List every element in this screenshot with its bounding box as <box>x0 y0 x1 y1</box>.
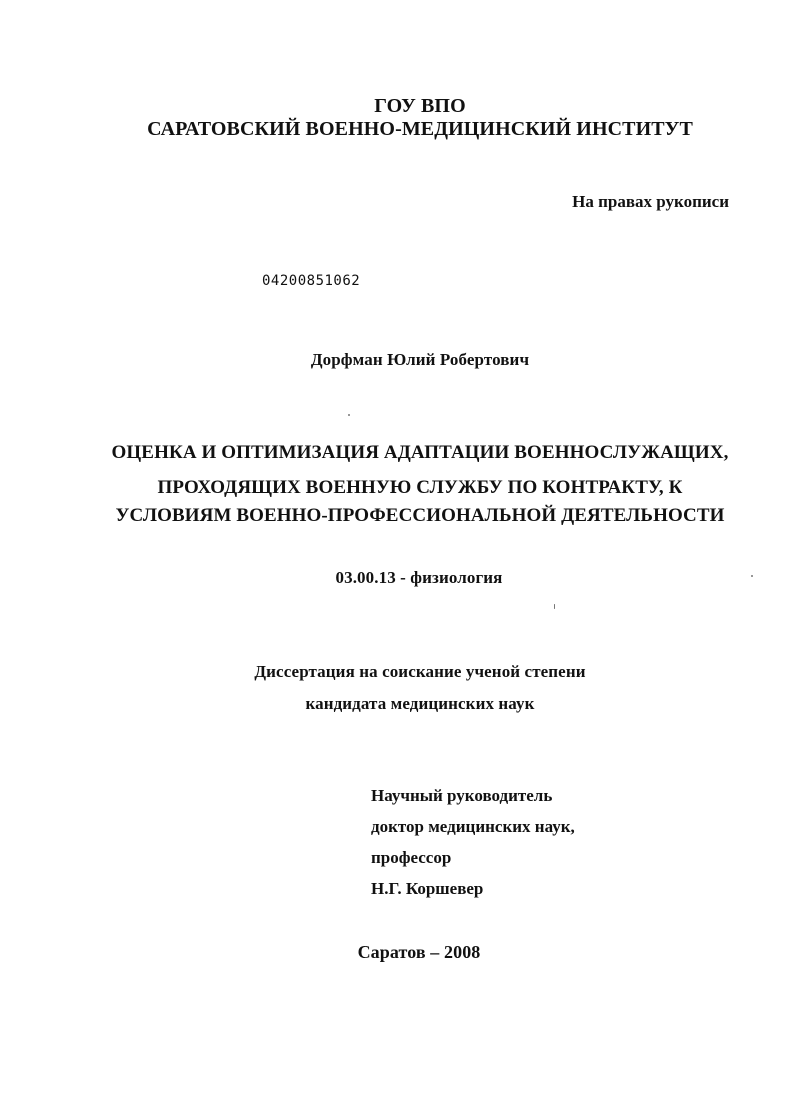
scan-speck <box>348 414 350 416</box>
thesis-title-line-1: ОЦЕНКА И ОПТИМИЗАЦИЯ АДАПТАЦИИ ВОЕННОСЛУЖАЩИХ, <box>111 442 729 463</box>
advisor-degree: доктор медицинских наук, <box>371 817 575 836</box>
advisor-block <box>371 786 575 910</box>
advisor-rank: профессор <box>371 848 452 867</box>
thesis-title-line-2: ПРОХОДЯЩИХ ВОЕННУЮ СЛУЖБУ ПО КОНТРАКТУ, К <box>157 477 683 498</box>
author-name: Дорфман Юлий Робертович <box>310 350 530 369</box>
thesis-title-line-3: УСЛОВИЯМ ВОЕННО-ПРОФЕССИОНАЛЬНОЙ ДЕЯТЕЛЬНОСТИ <box>115 505 725 526</box>
scan-speck <box>751 575 753 577</box>
advisor-name: Н.Г. Коршевер <box>371 879 484 898</box>
place-and-year: Саратов – 2008 <box>357 942 481 962</box>
catalog-code: 04200851062 <box>262 273 361 289</box>
dissertation-line-1: Диссертация на соискание ученой степени <box>254 662 586 681</box>
dissertation-line-2: кандидата медицинских наук <box>305 694 535 713</box>
organization-line-1: ГОУ ВПО <box>374 95 466 117</box>
scan-speck <box>554 604 555 609</box>
specialty: 03.00.13 - физиология <box>335 568 503 587</box>
organization-line-2: САРАТОВСКИЙ ВОЕННО-МЕДИЦИНСКИЙ ИНСТИТУТ <box>147 118 693 140</box>
rights-note: На правах рукописи <box>572 192 729 211</box>
advisor-role: Научный руководитель <box>371 786 553 805</box>
